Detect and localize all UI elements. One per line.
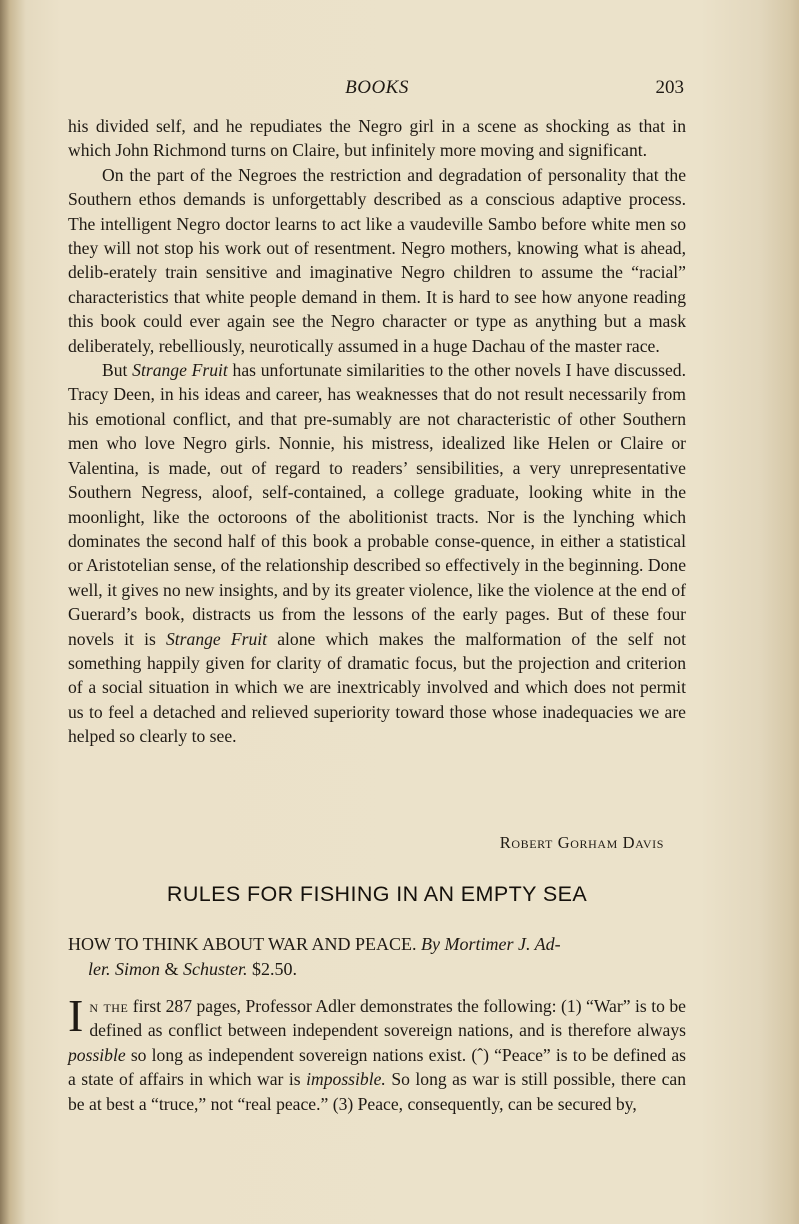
paragraph-3-part-1: has unfortunate similarities to the other novels I have discussed. Tracy Deen, in his ideas and career, has weaknesses that do not result necessarily from his emotional conflict, and that pre-sumably are not characteristic of other Southern men who love Negro girls. Nonnie, his mistress, idealized like Helen or Claire or Valentina, is made, out of regard to readers’ sensibilities, a very unrepresentative Southern Negress, aloof, self-contained, a college graduate, looking white in the moonlight, like the octoroons of the abolitionist tracts. Nor is the lynching which dominates the second half of this book a probable conse-quence, in either a statistical or Aristotelian sense, of the relationship described so effectively in the beginning. Done well, it gives no new insights, and by its greater violence, like the violence at the end of Guerard’s book, distracts us from the lessons of the early pages. But of these four novels it is [68,360,687,649]
review-part-2: so long as independent sovereign nations exist. (⁠⁠ˆ) “Peace” is to be defined as a state of affairs in which war is [68,1044,686,1090]
publisher-ampersand: & [160,959,184,979]
review-part-1: first 287 pages, Professor Adler demonstrates the following: (1) “War” is to be defined as conflict between independent sovereign nations, and is therefore always [89,996,686,1041]
paragraph-2: On the part of the Negroes the restriction and degradation of personality that the Southern ethos demands is unforgettably described as a conscious adaptive process. The intelligent Negro doctor learns to act like a vaudeville Sambo before white men so they will not stop his work out of resentment. Negro mothers, knowing what is ahead, delib-erately train sensitive and imaginative Negro children to assume the “racial” characteristics that white people demand in them. It is hard to see how anyone reading this book could ever again see the Negro character or type as anything but a mask deliberately, rebelliously, neurotically assumed in a huge Dachau of the master race. [68,164,686,356]
page-header [68,77,686,103]
paragraph-3-part-2: alone which makes the malformation of the self not something happily given for clarity of dramatic focus, but the projection and criterion of a social situation in which we are inextricably involved and which does not permit us to feel a detached and relieved superiority toward those whose inadequacies we are helped so clearly to see. [68,628,686,747]
paragraph-1: his divided self, and he repudiates the Negro girl in a scene as shocking as that in which John Richmond turns on Claire, but infinitely more moving and significant. [68,116,686,161]
book-title-strange-fruit: Strange Fruit [132,360,228,381]
paragraph-3-intro: But [102,360,133,381]
running-head: BOOKS [345,77,409,98]
publisher-name: Schuster. [183,959,248,979]
review-body [68,114,686,749]
section-title: RULES FOR FISHING IN AN EMPTY SEA [166,882,588,906]
reviewer-signature: Robert Gorham Davis [499,833,664,852]
book-citation [68,932,686,982]
emphasis-possible: possible [68,1044,126,1065]
book-price: $2.50. [247,959,298,979]
second-review-text [68,990,687,1116]
page-number: 203 [655,77,684,98]
book-title-strange-fruit-2: Strange Fruit [165,628,268,649]
opening-smallcaps: n the [89,996,129,1016]
review-part-3: So long as war is still possible, there can be at best a “truce,” not “real peace.” (3) Peace, consequently, can be secured by, [68,1069,687,1114]
emphasis-impossible: impossible. [306,1069,386,1090]
paragraph-3 [68,358,686,749]
book-title: HOW TO THINK ABOUT WAR AND PEACE. [68,934,417,954]
author-line-1: By Mortimer J. Ad- [416,934,561,954]
author-line-2: ler. Simon [88,959,160,979]
drop-cap: I [68,990,84,1041]
